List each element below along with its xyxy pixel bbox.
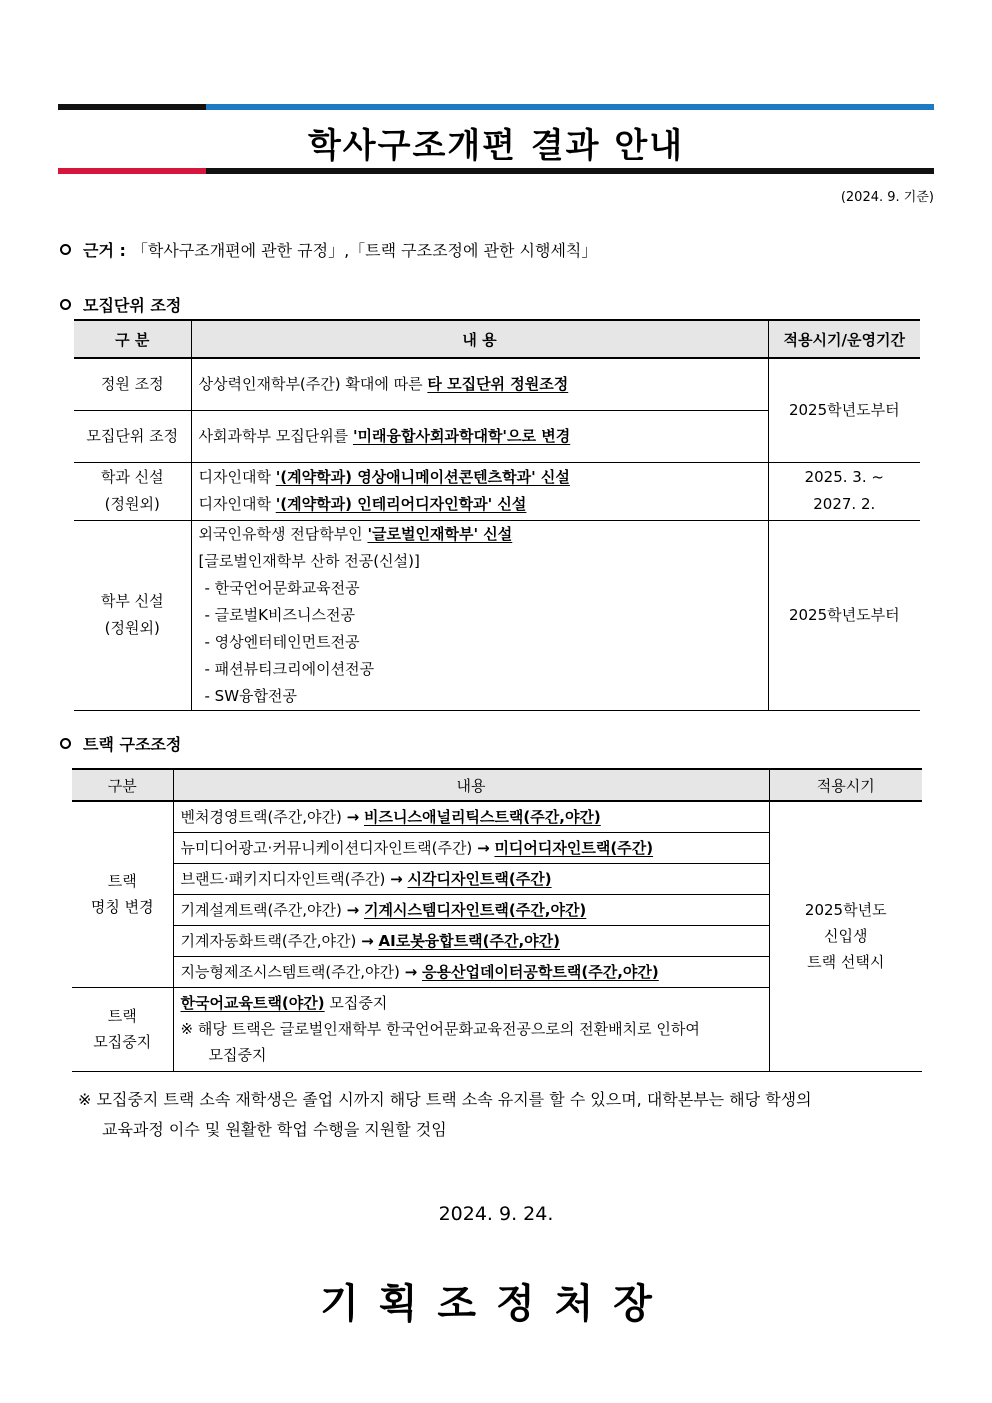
major-list: [199, 575, 761, 710]
rename-to: 시각디자인트랙(주간): [407, 869, 552, 888]
category-line: 트랙: [107, 872, 137, 891]
table-row: [74, 358, 920, 410]
stop-emph: 한국어교육트랙(야간): [180, 994, 325, 1012]
rename-item: [173, 832, 769, 863]
sub-heading: [글로벌인재학부 산하 전공(신설)]: [198, 551, 420, 570]
page-title: 학사구조개편 결과 안내: [307, 126, 685, 166]
row-category: [74, 520, 191, 710]
period-line: 트랙 선택시: [807, 953, 885, 972]
rename-item: [173, 956, 769, 987]
basis-line: [60, 238, 597, 261]
period-line: 2027. 2.: [813, 495, 876, 513]
section1-heading: [60, 293, 181, 316]
content-line: [199, 491, 761, 518]
period-line: 신입생: [824, 927, 868, 946]
track-restructure-table: [72, 768, 922, 1072]
note-line: 교육과정 이수 및 원활한 학업 수행을 지원할 것임: [102, 1120, 447, 1139]
row-period: 2025학년도부터: [768, 358, 920, 462]
category-line: 학부 신설: [100, 592, 164, 610]
stop-category: [72, 987, 173, 1071]
rename-from: 뉴미디어광고·커뮤니케이션디자인트랙(주간): [180, 838, 473, 857]
stop-note-line: 모집중지: [208, 1046, 267, 1064]
header-content: 내 용: [191, 320, 768, 358]
major-item: - 패션뷰티크리에이션전공: [204, 659, 375, 678]
footer-note: [78, 1085, 928, 1145]
row-content: [191, 358, 768, 410]
category-line: (정원외): [104, 619, 160, 637]
content-emph: '(계약학과) 인테리어디자인학과' 신설: [275, 495, 527, 513]
content-prefix: 디자인대학: [198, 468, 276, 486]
stop-line: [181, 990, 762, 1016]
content-line: [199, 521, 761, 548]
row-content-prefix: 상상력인재학부(주간) 확대에 따른: [198, 374, 428, 393]
content-prefix: 디자인대학: [198, 495, 276, 513]
rename-category: [72, 801, 173, 987]
header-category: 구분: [72, 769, 173, 801]
table-row: [74, 462, 920, 520]
category-line: (정원외): [104, 495, 160, 513]
row-content: [191, 462, 768, 520]
circle-bullet-icon: [60, 244, 71, 255]
rename-to: 비즈니스애널리틱스트랙(주간,야간): [364, 807, 601, 826]
row-category: 정원 조정: [74, 358, 191, 410]
section2-heading-text: 트랙 구조조정: [83, 735, 182, 754]
header-period: 적용시기/운영기간: [768, 320, 920, 358]
rename-item: [173, 894, 769, 925]
table-header-row: [74, 320, 920, 358]
stop-suffix: 모집중지: [324, 994, 388, 1012]
row-period: 2025학년도부터: [768, 520, 920, 710]
header-category: 구 분: [74, 320, 191, 358]
bottom-bar-black: [206, 168, 934, 174]
basis-label: 근거 :: [83, 241, 126, 260]
category-line: 학과 신설: [100, 468, 164, 486]
table-row: [72, 801, 922, 832]
top-bar-blue: [206, 104, 934, 110]
bottom-bar-red: [58, 168, 206, 174]
note-line: ※ 모집중지 트랙 소속 재학생은 졸업 시까지 해당 트랙 소속 유지를 할 수 있으며, 대학본부는 해당 학생의: [78, 1090, 812, 1109]
rename-item: [173, 925, 769, 956]
basis-text: 「학사구조개편에 관한 규정」,「트랙 구조조정에 관한 시행세칙」: [131, 241, 598, 260]
rename-from: 기계설계트랙(주간,야간): [180, 900, 342, 919]
arrow-icon: →: [404, 962, 418, 981]
major-item: - 한국언어문화교육전공: [204, 578, 360, 597]
period-line: 2025학년도: [804, 901, 887, 920]
circle-bullet-icon: [60, 299, 71, 310]
header-content: 내용: [173, 769, 769, 801]
major-item: - 영상엔터테인먼트전공: [204, 632, 360, 651]
section1-heading-text: 모집단위 조정: [83, 296, 182, 315]
rename-from: 브랜드·패키지디자인트랙(주간): [180, 869, 386, 888]
rename-to: 미디어디자인트랙(주간): [494, 838, 654, 857]
table-row: [74, 520, 920, 710]
arrow-icon: →: [477, 838, 490, 857]
rename-item: [173, 863, 769, 894]
table-header-row: [72, 769, 922, 801]
rename-from: 기계자동화트랙(주간,야간): [180, 931, 357, 950]
row-category: 모집단위 조정: [74, 410, 191, 462]
content-prefix: 외국인유학생 전담학부인: [198, 524, 368, 543]
row-content-emph: 타 모집단위 정원조정: [427, 374, 569, 393]
row-content-emph: '미래융합사회과학대학'으로 변경: [352, 426, 571, 445]
content-line: [199, 464, 761, 491]
rename-item: [173, 801, 769, 832]
arrow-icon: →: [361, 931, 374, 950]
stop-content: [173, 987, 769, 1071]
track-period: [769, 801, 922, 1071]
content-emph: '글로벌인재학부' 신설: [367, 524, 513, 543]
arrow-icon: →: [390, 869, 403, 888]
row-category: [74, 462, 191, 520]
rename-to: 기계시스템디자인트랙(주간,야간): [364, 900, 587, 919]
rename-from: 벤처경영트랙(주간,야간): [180, 807, 342, 826]
basis-date: (2024. 9. 기준): [840, 190, 934, 205]
period-line: 2025. 3. ~: [804, 468, 884, 486]
arrow-icon: →: [346, 900, 360, 919]
row-content: [191, 520, 768, 710]
section2-heading: [60, 732, 181, 755]
row-content-prefix: 사회과학부 모집단위를: [198, 426, 353, 445]
arrow-icon: →: [346, 807, 360, 826]
content-emph: '(계약학과) 영상애니메이션콘텐츠학과' 신설: [275, 468, 570, 486]
category-line: 명칭 변경: [90, 898, 154, 917]
major-item: - 글로벌K비즈니스전공: [204, 605, 355, 624]
signature: 기획조정처장: [320, 1281, 672, 1327]
rename-to: AI로봇융합트랙(주간,야간): [378, 931, 561, 950]
rename-from: 지능형제조시스템트랙(주간,야간): [180, 962, 400, 981]
top-bar-black: [58, 104, 206, 110]
row-content: [191, 410, 768, 462]
category-line: 모집중지: [93, 1033, 152, 1051]
category-line: 트랙: [107, 1007, 137, 1025]
row-period: [768, 462, 920, 520]
circle-bullet-icon: [60, 738, 71, 749]
issue-date: 2024. 9. 24.: [438, 1203, 554, 1225]
major-item: - SW융합전공: [204, 686, 297, 705]
recruitment-unit-table: [74, 319, 920, 711]
stop-note-line: ※ 해당 트랙은 글로벌인재학부 한국언어문화교육전공으로의 전환배치로 인하여: [180, 1020, 700, 1038]
header-period: 적용시기: [769, 769, 922, 801]
rename-to: 응용산업데이터공학트랙(주간,야간): [421, 962, 659, 981]
